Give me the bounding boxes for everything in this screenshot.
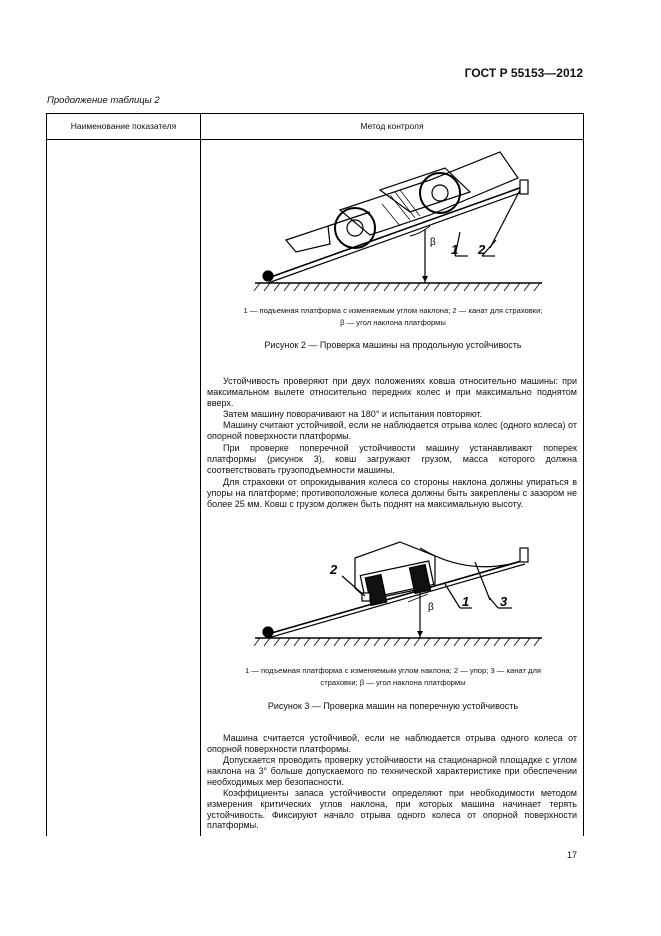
table-continuation-label: Продолжение таблицы 2 xyxy=(47,95,160,106)
fig2-label-1: 1 xyxy=(451,242,459,257)
fig2-label-2: 2 xyxy=(478,242,486,257)
column-header-indicator: Наименование показателя xyxy=(70,121,177,131)
figure-2-legend-line-1: 1 — подъемная платформа с изменяемым углом наклона; 2 — канат для страховки; xyxy=(243,306,543,315)
figure-3-legend-line-1: 1 — подъемная платформа с изменяемым углом наклона; 2 — упор; 3 — канат для xyxy=(244,666,542,675)
fig3-label-1: 1 xyxy=(462,594,470,609)
column-header-method: Метод контроля xyxy=(360,121,424,131)
paragraph: При проверке поперечной устойчивости машину устанавливают поперек платформы (рисунок 3), ковш загружают грузом, масса которого должна соответствовать грузоподъемности машины. xyxy=(207,443,577,475)
figure-2-caption: Рисунок 2 — Проверка машины на продольную устойчивость xyxy=(264,340,522,350)
paragraph: Коэффициенты запаса устойчивости определяют при необходимости методом измерения критических углов наклона, при которых машина начинает терять устойчивость. Фиксируют начало отрыва одного колеса от опорной поверхности платформы. xyxy=(207,788,577,831)
figure-2-legend-line-2: β — угол наклона платформы xyxy=(340,318,446,327)
paragraph: Допускается проводить проверку устойчивости на стационарной площадке с углом наклона на 3° больше допускаемого по технической характеристике при обеспечении необходимых мер безопасности. xyxy=(207,755,577,787)
fig3-label-beta: β xyxy=(428,602,434,613)
standard-title: ГОСТ Р 55153—2012 xyxy=(464,66,583,80)
column-divider xyxy=(200,114,201,836)
figure-2-drawing xyxy=(250,140,550,298)
fig3-label-3: 3 xyxy=(500,594,508,609)
paragraph: Затем машину поворачивают на 180° и испытания повторяют. xyxy=(223,409,483,419)
paragraph: Для страховки от опрокидывания колеса со стороны наклона должны упираться в упоры на платформе; противоположные колеса должны быть закреплены с зазором не более 25 мм. Ковш с грузом должен быть поднят на максимальную высоту. xyxy=(207,477,577,509)
figure-3-legend xyxy=(208,665,578,689)
figure-3-caption: Рисунок 3 — Проверка машин на поперечную устойчивость xyxy=(267,701,519,711)
paragraph: Машину считают устойчивой, если не наблюдается отрыва колес (одного колеса) от опорной поверхности платформы. xyxy=(207,420,577,441)
figure-3-drawing xyxy=(250,538,550,653)
paragraph: Устойчивость проверяют при двух положениях ковша относительно машины: при максимальном вылете относительно передних колес и при максимально поднятом вверх. xyxy=(207,376,577,408)
fig3-label-2: 2 xyxy=(330,562,338,577)
page-number: 17 xyxy=(567,850,578,860)
figure-2-legend xyxy=(208,305,578,329)
fig2-label-beta: β xyxy=(430,237,436,248)
figure-3-legend-line-2: страховки; β — угол наклона платформы xyxy=(320,678,466,687)
paragraph: Машина считается устойчивой, если не наблюдается отрыва одного колеса от опорной поверхности платформы. xyxy=(207,733,577,754)
